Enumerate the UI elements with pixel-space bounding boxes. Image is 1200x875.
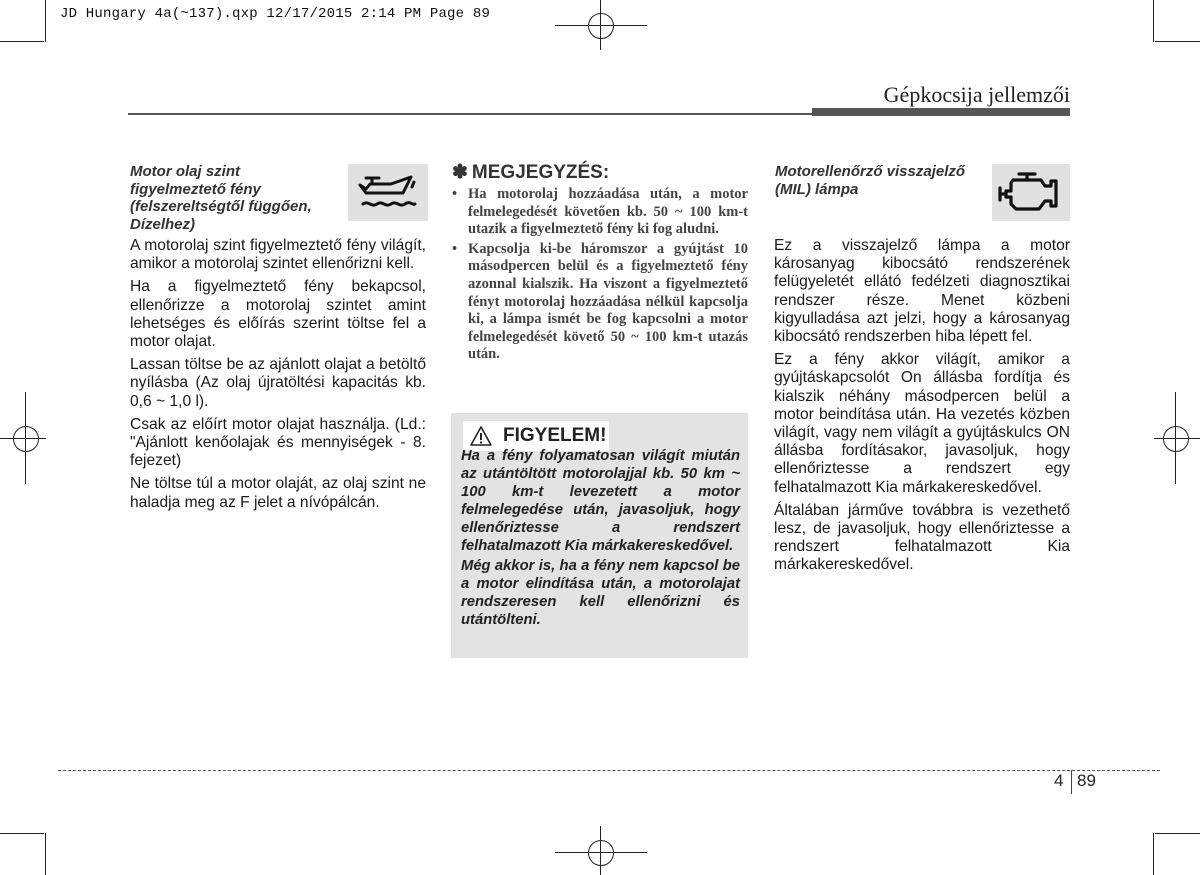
paragraph: Lassan töltse be az ajánlott olajat a betöltő nyílásba (Az olaj újratöltési kapacitás kb. 0,6 ~ 1,0 l).	[130, 356, 426, 410]
engine-check-icon	[992, 164, 1070, 221]
right-column-body	[774, 237, 1070, 580]
paragraph: Ez a visszajelző lámpa a motor károsanyag kibocsátó rendszerének felügyeletét ellátó fedélzeti diagnosztikai rendszer része. Menet közbeni kigyulladása azt jelzi, hogy a károsanyag kibocsátó rendszerben hiba lépett fel.	[774, 237, 1070, 346]
mil-heading: Motorellenőrző visszajelző (MIL) lámpa	[775, 163, 966, 198]
paragraph: A motorolaj szint figyelmeztető fény világít, amikor a motorolaj szintet ellenőrizni kell.	[130, 237, 426, 273]
paragraph: Ne töltse túl a motor olaját, az olaj szint ne haladja meg az F jelet a nívópálcán.	[130, 475, 426, 511]
registration-line	[1154, 438, 1200, 439]
page-number-divider	[1071, 770, 1072, 794]
warning-paragraph: Még akkor is, ha a fény nem kapcsol be a motor elindítása után, a motorolajat rendszeresen kell ellenőrizni és utántölteni.	[461, 558, 740, 628]
registration-mark-top	[588, 13, 614, 39]
page-number: 89	[1077, 771, 1096, 790]
title-rule	[128, 113, 812, 115]
left-column-body	[130, 237, 426, 517]
registration-mark-right	[1163, 426, 1189, 452]
crop-mark	[1153, 833, 1154, 875]
registration-line	[0, 438, 46, 439]
crop-mark	[0, 833, 44, 834]
crop-mark	[45, 833, 46, 875]
warning-title: FIGYELEM!	[503, 425, 607, 446]
oil-can-icon	[348, 164, 428, 221]
note-heading	[452, 161, 609, 184]
registration-mark-left	[13, 426, 39, 452]
warning-triangle-icon	[469, 425, 493, 447]
registration-mark-bottom	[588, 840, 614, 866]
paragraph: Ez a fény akkor világít, amikor a gyújtáskapcsolót On állásba fordítja és kialszik néhány másodpercen belül a motor beindítása után. Ha vezetés közben világít, vagy nem világít a gyújtáskulcs ON állásba fordításakor, javasoljuk, hogy ellenőriztesse a rendszert egy felhatalmazott Kia márkakereskedővel.	[774, 351, 1070, 496]
warning-text	[461, 447, 740, 631]
registration-line	[555, 25, 647, 26]
oil-warning-icon-box	[348, 164, 428, 221]
chapter-number: 4	[1054, 771, 1064, 790]
title-rule-accent	[812, 108, 1070, 116]
registration-line	[600, 826, 601, 875]
paragraph: Csak az előírt motor olajat használja. (Ld.: "Ajánlott kenőolajak és mennyiségek - 8. fejezet)	[130, 415, 426, 470]
crop-mark	[0, 41, 44, 42]
note-list	[452, 186, 748, 366]
mil-icon-box	[992, 164, 1070, 221]
note-item: • Ha motorolaj hozzáadása után, a motor felmelegedését követően kb. 50 ~ 100 km-t utazik a figyelmeztető fény ki fog aludni.	[452, 186, 748, 238]
registration-line	[555, 852, 647, 853]
print-slug: JD Hungary 4a(~137).qxp 12/17/2015 2:14 PM Page 89	[60, 6, 491, 22]
oil-warning-heading: Motor olaj szint figyelmeztető fény (felszereltségtől függően, Dízelhez)	[130, 163, 312, 233]
note-item: • Kapcsolja ki-be háromszor a gyújtást 10 másodpercen belül és a figyelmeztető fény azonnal kialszik. Ha viszont a figyelmeztető fényt motorolaj hozzáadása nélkül kapcsolja ki, a lámpa ismét be fog kapcsolni a motor felmelegedését követő 50 ~ 100 km-t utazás után.	[452, 240, 748, 363]
paragraph: Ha a figyelmeztető fény bekapcsol, ellenőrizze a motorolaj szintet amint lehetséges és előírás szerint töltse fel a motor olajat.	[130, 278, 426, 351]
note-title: MEGJEGYZÉS:	[471, 161, 610, 183]
note-symbol: ✽	[452, 162, 468, 183]
crop-mark	[1155, 41, 1200, 42]
warning-paragraph: Ha a fény folyamatosan világít miután az utántöltött motorolajjal kb. 50 km ~ 100 km-t levezetett a motor felmelegedése után, javasoljuk, hogy ellenőriztesse a rendszert felhatalmazott Kia márkakereskedővel.	[461, 448, 740, 554]
footer-rule	[58, 770, 1160, 771]
section-title: Gépkocsija jellemzői	[883, 82, 1070, 107]
crop-mark	[1155, 833, 1200, 834]
paragraph: Általában járműve továbbra is vezethető lesz, de javasoljuk, hogy ellenőriztesse a rendszert felhatalmazott Kia márkakereskedővel.	[774, 501, 1070, 574]
crop-mark	[1153, 0, 1154, 42]
crop-mark	[45, 0, 46, 42]
